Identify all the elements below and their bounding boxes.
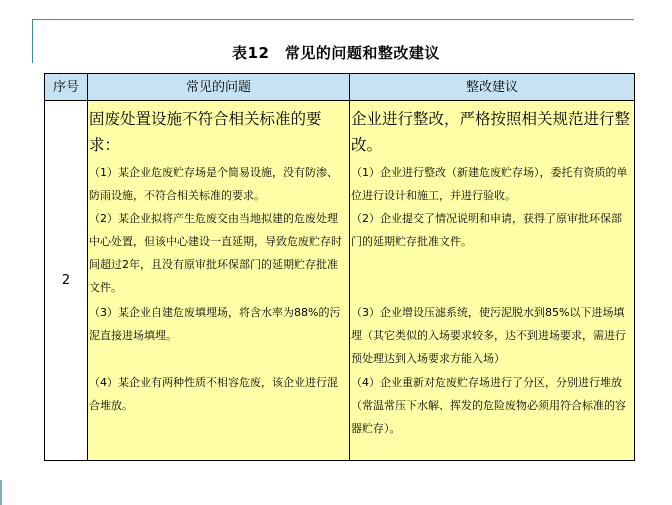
problem-heading: 固废处置设施不符合相关标准的要求： [89,110,322,154]
fix-item-1: （1）企业进行整改（新建危废贮存场），委托有资质的单位进行设计和施工，并进行验收。 [351,166,628,202]
problem-item-4: （4）某企业有两种性质不相容危废，该企业进行混合堆放。 [89,376,338,412]
table-title: 表12 常见的问题和整改建议 [232,44,440,62]
fix-item-3: （3）企业增设压滤系统，使污泥脱水到85%以下进场填埋（其它类似的入场要求较多，达不到进场要求，需进行预处理达到入场要求方能入场） [351,306,626,365]
header-seq: 序号 [45,74,88,101]
slide-frame-bottom-accent [0,480,2,505]
fix-heading: 企业进行整改，严格按照相关规范进行整改。 [351,110,631,154]
problem-item-2: （2）某企业拟将产生危废交由当地拟建的危废处理中心处置，但该中心建设一直延期，导致危废贮存时间超过2年，且没有原审批环保部门的延期贮存批准文件。 [89,212,342,294]
header-problem: 常见的问题 [88,74,350,101]
fix-cell [350,101,634,460]
problem-item-1: （1）某企业危废贮存场是个简易设施，没有防渗、防雨设施，不符合相关标准的要求。 [89,166,338,202]
problem-item-3: （3）某企业自建危废填埋场，将含水率为88%的污泥直接进场填埋。 [89,306,341,342]
fix-item-4: （4）企业重新对危废贮存场进行了分区，分别进行堆放（常温常压下水解、挥发的危险废物必须用符合标准的容器贮存）。 [351,376,626,435]
header-fix: 整改建议 [350,74,634,101]
issues-table [44,73,635,461]
fix-item-2: （2）企业提交了情况说明和申请，获得了原审批环保部门的延期贮存批准文件。 [351,212,622,248]
problem-cell [88,101,350,460]
slide-frame-top-line [32,19,634,20]
row-seq-number: 2 [45,101,88,460]
